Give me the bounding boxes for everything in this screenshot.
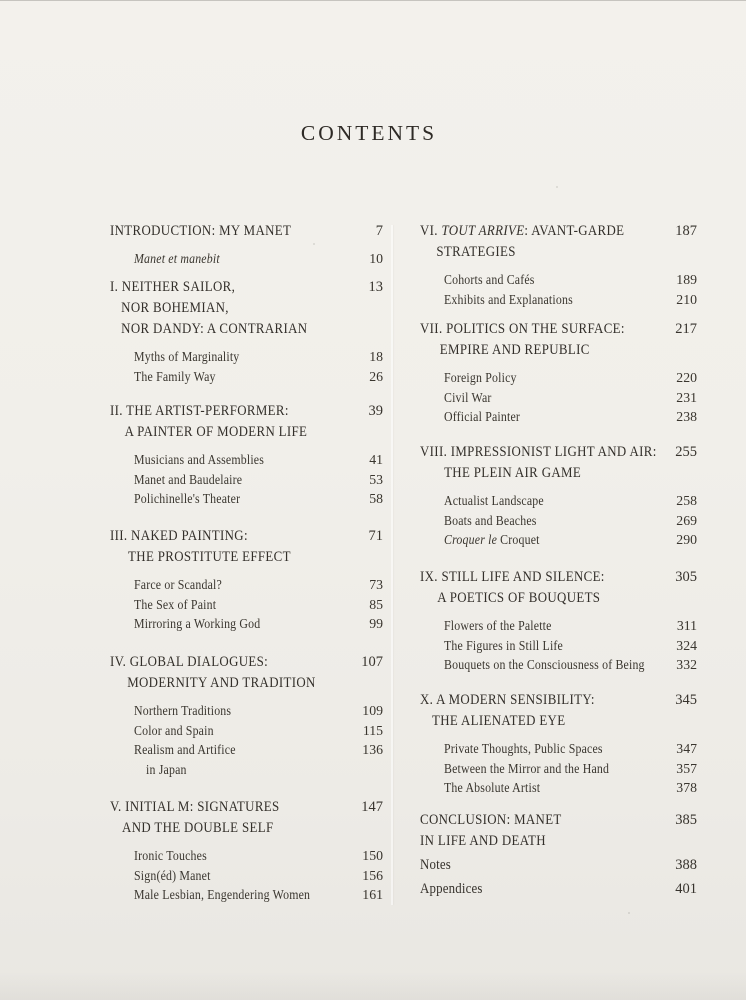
toc-line: X. A MODERN SENSIBILITY: [420,692,595,708]
entry-label [134,249,276,269]
page-number: 269 [676,512,697,528]
toc-line: Official Painter [444,409,521,424]
section-items [420,739,697,798]
toc-entry [110,367,383,387]
toc-line: A POETICS OF BOUQUETS [437,590,601,606]
toc-line: EMPIRE AND REPUBLIC [439,342,590,358]
entry-label [444,655,645,675]
toc-line: The Absolute Artist [444,780,541,795]
toc-line: Color and Spain [134,722,214,738]
toc-line: The Family Way [134,368,216,384]
toc-line: Civil War [444,389,492,405]
section-items [110,249,383,269]
section-heading [420,879,658,900]
page-number: 115 [362,722,383,738]
toc-line: A PAINTER OF MODERN LIFE [124,424,308,440]
contents-title: CONTENTS [300,121,438,145]
toc-line: Polichinelle's Theater [134,491,241,506]
toc-entry [420,655,697,675]
toc-section [420,442,697,550]
entry-label [444,388,589,408]
toc-entry [110,885,383,905]
toc-entry [420,759,697,779]
toc-entry [110,470,383,490]
toc-line: CONCLUSION: MANET [420,812,562,828]
toc-entry [110,595,383,615]
section-items [110,575,383,634]
plain-text: : AVANT-GARDE [524,223,625,239]
section-heading [110,526,345,568]
toc-line: INTRODUCTION: MY MANET [110,223,292,239]
page-number: 210 [676,291,697,307]
entry-label [134,866,276,886]
section-heading [110,221,345,242]
entry-label [134,595,276,615]
entry-label [444,491,589,511]
toc-entry [110,866,383,886]
section-heading [110,652,345,694]
section-heading [110,797,345,839]
toc-line: V. INITIAL M: SIGNATURES [110,799,280,815]
toc-line: Foreign Policy [444,370,517,385]
toc-entry [110,575,383,595]
page-number: 388 [675,857,697,873]
section-items [420,491,697,550]
scan-dust-specks [0,0,1,1]
toc-line: Boats and Beaches [444,512,537,528]
toc-line: III. NAKED PAINTING: [110,528,248,544]
toc-entry [110,347,383,367]
entry-label [134,575,276,595]
entry-label [444,407,589,427]
page-number: 85 [369,596,383,612]
toc-line: I. NEITHER SAILOR, [110,279,236,295]
toc-entry [420,290,697,310]
section-items [420,270,697,309]
page-number: 258 [676,493,697,508]
page-number: 13 [368,279,383,295]
entry-label [134,740,276,779]
toc-entry [420,739,697,759]
page-number: 109 [362,703,383,718]
page-number: 378 [676,780,697,795]
entry-label [444,270,589,290]
toc-section [420,221,697,309]
section-heading [420,319,658,361]
entry-label [134,347,276,367]
entry-label [444,290,589,310]
toc-section [110,526,383,634]
scan-crease [391,225,393,905]
toc-section [420,567,697,675]
toc-line: Musicians and Assemblies [134,452,265,467]
toc-section [110,277,383,386]
section-items [420,368,697,427]
toc-line: VIII. IMPRESSIONIST LIGHT AND AIR: [420,444,657,460]
toc-line: Between the Mirror and the Hand [444,760,610,776]
entry-label [444,530,589,550]
toc-section [110,401,383,509]
entry-label [134,721,276,741]
toc-entry [420,616,697,636]
entry-label [444,759,610,779]
page-number: 347 [676,741,697,756]
toc-entry [420,530,697,550]
section-heading [110,401,345,443]
page-number: 385 [675,812,697,828]
toc-section [110,652,383,779]
toc-line: Bouquets on the Consciousness of Being [444,657,645,672]
toc-entry-section [420,855,697,876]
page-number: 357 [676,760,697,776]
italic-text: Manet et manebit [134,251,220,266]
page-number: 189 [676,272,697,287]
page-number: 290 [676,532,697,547]
toc-line: MODERNITY AND TRADITION [127,675,316,691]
toc-line: The Figures in Still Life [444,637,563,653]
toc-entry [110,721,383,741]
toc-entry [420,368,697,388]
toc-entry [110,249,383,269]
toc-line: THE PLEIN AIR GAME [444,465,582,481]
entry-label [444,636,589,656]
section-heading [420,855,658,876]
toc-entry [420,270,697,290]
toc-entry [420,636,697,656]
toc-line: The Sex of Paint [134,596,217,612]
toc-line: II. THE ARTIST-PERFORMER: [110,403,289,419]
toc-entry [110,450,383,470]
toc-line: Cohorts and Cafés [444,272,535,287]
toc-line: THE ALIENATED EYE [432,713,566,729]
section-items [110,846,383,905]
toc-line [134,249,276,269]
page-number: 324 [676,637,697,653]
toc-entry [110,489,383,509]
section-heading [110,277,345,340]
toc-entry [420,388,697,408]
section-items [110,450,383,509]
italic-text: TOUT ARRIVE [441,223,525,239]
plain-text: Croquet [500,532,540,547]
toc-line: IV. GLOBAL DIALOGUES: [110,654,269,670]
toc-line: Sign(éd) Manet [134,867,211,883]
toc-entry [420,778,697,798]
toc-line: Appendices [420,881,483,897]
italic-text: Croquer le [444,532,501,547]
entry-label [444,739,603,759]
toc-entry-section [420,879,697,900]
toc-entry [420,407,697,427]
page-number: 305 [675,569,697,585]
toc-line: Ironic Touches [134,848,207,863]
toc-line: Exhibits and Explanations [444,291,573,307]
entry-label [444,778,589,798]
page-number: 238 [676,409,697,424]
toc-line: NOR DANDY: A CONTRARIAN [121,321,308,337]
page-number: 345 [675,692,697,708]
page-number: 18 [369,349,383,364]
section-heading [420,442,658,484]
page-number: 255 [675,444,697,460]
entry-label [134,367,276,387]
section-items [110,701,383,779]
entry-label [134,614,276,634]
page-number: 401 [675,881,697,897]
toc-column-left [110,0,383,1000]
page-number: 39 [368,403,383,419]
toc-line: Notes [420,857,451,873]
page-number: 150 [362,848,383,863]
entry-label [444,368,589,388]
section-items [110,347,383,386]
page-number: 73 [369,577,383,592]
toc-line: Myths of Marginality [134,349,240,364]
toc-entry [110,614,383,634]
toc-line: Flowers of the Palette [444,618,552,633]
toc-entry [110,740,383,779]
entry-label [134,846,276,866]
page-number: 58 [369,491,383,506]
toc-section [420,690,697,798]
page-number: 147 [361,799,383,815]
page-number: 7 [375,223,383,239]
toc-line: THE PROSTITUTE EFFECT [128,549,291,565]
entry-label [134,701,276,721]
toc-line [444,530,589,550]
page-number: 136 [362,742,383,757]
toc-line: Male Lesbian, Engendering Women [134,887,311,902]
page-number: 187 [675,223,697,239]
entry-label [134,450,276,470]
entry-label [444,616,589,636]
toc-line: Manet and Baudelaire [134,471,243,487]
section-heading [420,221,658,263]
section-items [420,616,697,675]
toc-column-right [420,0,697,1000]
page-number: 161 [362,887,383,902]
toc-line: IX. STILL LIFE AND SILENCE: [420,569,605,585]
toc-line: in Japan [146,761,187,777]
page-number: 311 [676,618,697,633]
section-heading [420,690,658,732]
page-number: 71 [368,528,383,544]
toc-section [420,810,697,852]
toc-line: Mirroring a Working God [134,616,261,631]
toc-line: STRATEGIES [436,244,516,260]
page-number: 220 [676,370,697,385]
toc-line: VII. POLITICS ON THE SURFACE: [420,321,625,337]
toc-line: Farce or Scandal? [134,577,222,592]
entry-label [134,885,311,905]
entry-label [134,489,276,509]
entry-label [444,511,589,531]
toc-section [110,221,383,269]
toc-line: AND THE DOUBLE SELF [122,820,274,836]
toc-line [420,221,658,242]
toc-entry [110,846,383,866]
page-number: 10 [369,251,383,266]
toc-section [110,797,383,905]
page-number: 41 [369,452,383,467]
page-number: 332 [676,657,697,672]
toc-line: NOR BOHEMIAN, [121,300,229,316]
section-heading [420,567,658,609]
toc-entry [110,701,383,721]
toc-line: Actualist Landscape [444,493,544,508]
page-number: 231 [676,389,697,405]
toc-line: Realism and Artifice [134,742,236,757]
toc-entry [420,491,697,511]
page-number: 156 [362,867,383,883]
plain-text: VI. [420,223,442,239]
section-heading [420,810,658,852]
page-number: 99 [369,616,383,631]
toc-entry [420,511,697,531]
page-number: 53 [369,471,383,487]
toc-line: Northern Traditions [134,703,232,718]
page-number: 26 [369,368,383,384]
toc-line: IN LIFE AND DEATH [420,833,546,849]
entry-label [134,470,276,490]
toc-section [420,319,697,427]
page-number: 107 [361,654,383,670]
page-number: 217 [675,321,697,337]
toc-line: Private Thoughts, Public Spaces [444,741,603,756]
